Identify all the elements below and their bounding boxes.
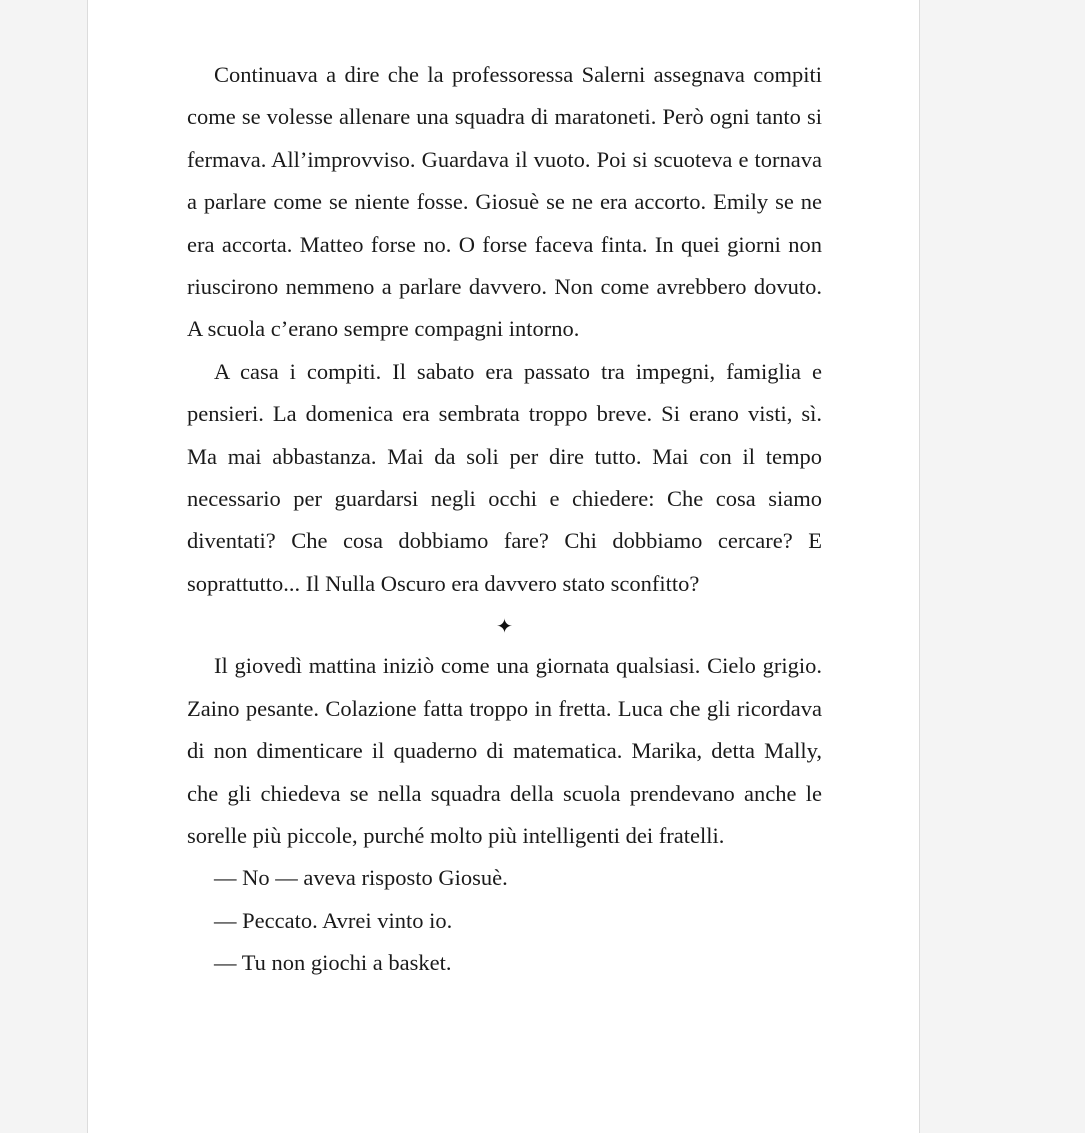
document-page	[87, 0, 920, 1133]
dialogue-line: — No — aveva risposto Giosuè.	[214, 865, 508, 891]
paragraph: A casa i compiti. Il sabato era passato tra impegni, famiglia e pensieri. La domenica era sembrata troppo breve. Si erano visti, sì. Ma mai abbastanza. Mai da soli per dire tutto. Mai con il tempo necessario per guardarsi negli occhi e chiedere: Che cosa siamo diventati? Che cosa dobbiamo fare? Chi dobbiamo cercare? E soprattutto... Il Nulla Oscuro era davvero stato sconfitto?	[187, 358, 822, 596]
dialogue-line: — Peccato. Avrei vinto io.	[214, 907, 453, 933]
dialogue-line: — Tu non giochi a basket.	[214, 950, 452, 976]
section-separator-icon: ✦	[496, 614, 513, 639]
dialogue-block	[187, 857, 822, 984]
paragraph: Continuava a dire che la professoressa Salerni assegnava compiti come se volesse allenare una squadra di maratoneti. Però ogni tanto si fermava. All’improvviso. Guardava il vuoto. Poi si scuoteva e tornava a parlare come se niente fosse. Giosuè se ne era accorto. Emily se ne era accorta. Matteo forse no. O forse faceva finta. In quei giorni non riuscirono nemmeno a parlare davvero. Non come avrebbero dovuto. A scuola c’erano sempre compagni intorno.	[187, 62, 822, 342]
page-body	[187, 54, 822, 985]
paragraph: Il giovedì mattina iniziò come una giornata qualsiasi. Cielo grigio. Zaino pesante. Colazione fatta troppo in fretta. Luca che gli ricordava di non dimenticare il quaderno di matematica. Marika, detta Mally, che gli chiedeva se nella squadra della scuola prendevano anche le sorelle più piccole, purché molto più intelligenti dei fratelli.	[187, 653, 822, 848]
